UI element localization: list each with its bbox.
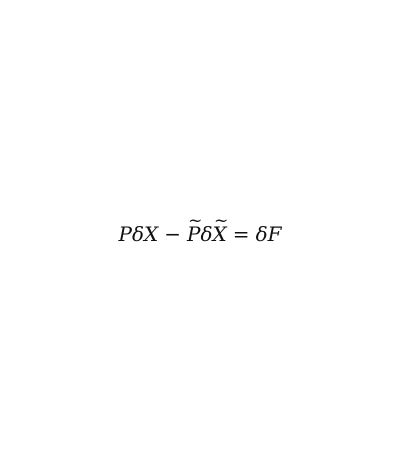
symbol-x: X: [144, 222, 159, 246]
symbol-p: P: [118, 222, 132, 246]
symbol-f: F: [267, 222, 282, 246]
symbol-p-tilde: ~ P: [187, 224, 200, 244]
symbol-delta: δ: [200, 222, 213, 246]
symbol-delta: δ: [255, 222, 268, 246]
minus-sign: −: [164, 222, 182, 246]
math-equation: [119, 224, 282, 244]
symbol-delta: δ: [131, 222, 145, 246]
symbol-x-tilde: ~ X: [213, 224, 227, 244]
equals-sign: =: [232, 222, 250, 246]
